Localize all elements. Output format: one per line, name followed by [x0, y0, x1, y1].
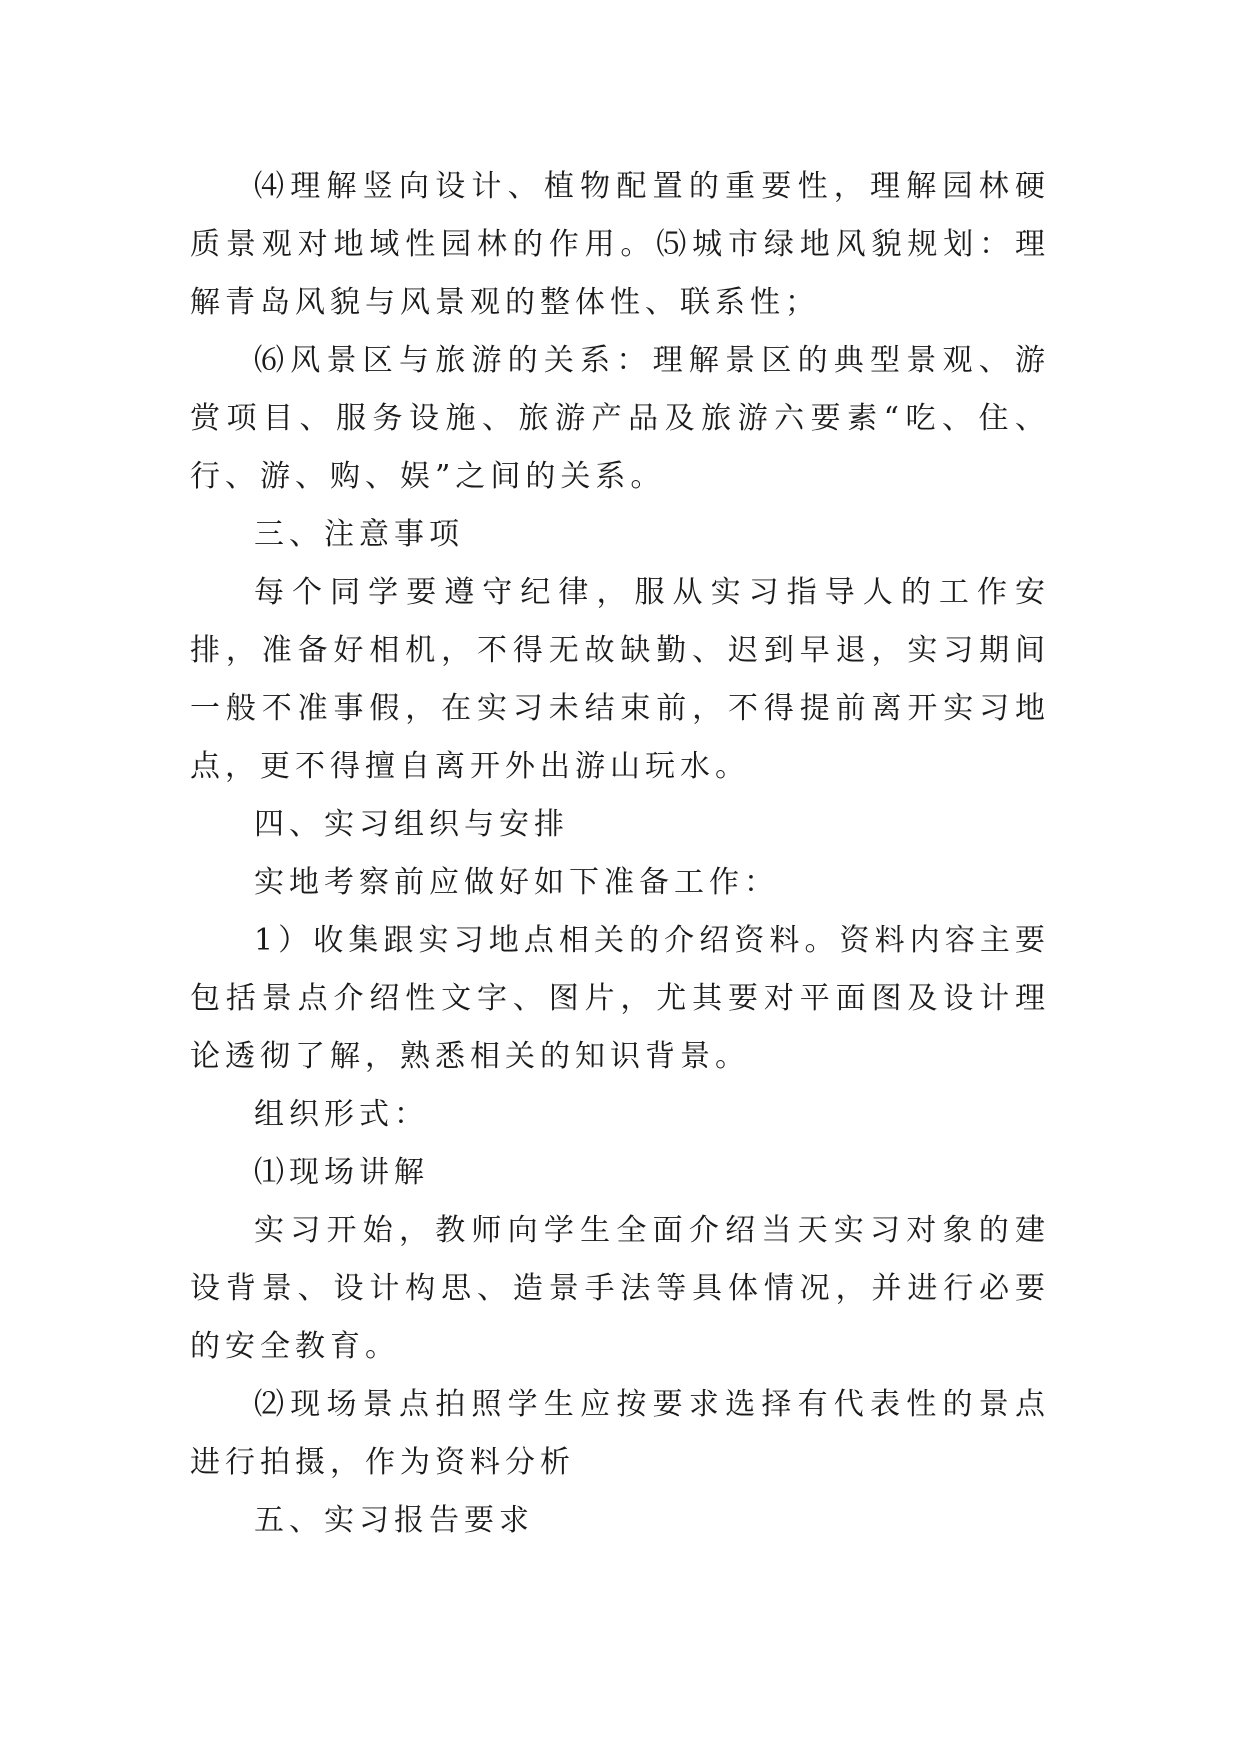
paragraph-photography: ⑵现场景点拍照学生应按要求选择有代表性的景点进行拍摄，作为资料分析: [190, 1387, 1050, 1480]
paragraph-design-importance: ⑷理解竖向设计、植物配置的重要性，理解园林硬质景观对地域性园林的作用。⑸城市绿地风貌规划：理解青岛风貌与风景观的整体性、联系性；: [190, 169, 1050, 320]
paragraph-discipline: 每个同学要遵守纪律，服从实习指导人的工作安排，准备好相机，不得无故缺勤、迟到早退，实习期间一般不准事假，在实习未结束前，不得提前离开实习地点，更不得擅自离开外出游山玩水。: [190, 575, 1050, 784]
paragraph-collect-materials: 1）收集跟实习地点相关的介绍资料。资料内容主要包括景点介绍性文字、图片，尤其要对平面图及设计理论透彻了解，熟悉相关的知识背景。: [190, 923, 1050, 1074]
heading-organization: 四、实习组织与安排: [254, 807, 569, 842]
paragraph-internship-start: 实习开始，教师向学生全面介绍当天实习对象的建设背景、设计构思、造景手法等具体情况，并进行必要的安全教育。: [190, 1213, 1050, 1364]
paragraph-organization-form: 组织形式：: [254, 1097, 429, 1132]
paragraph-scenic-tourism: ⑹风景区与旅游的关系：理解景区的典型景观、游赏项目、服务设施、旅游产品及旅游六要素“吃、住、行、游、购、娱”之间的关系。: [190, 343, 1050, 494]
heading-precautions: 三、注意事项: [254, 517, 464, 552]
document-body: [190, 158, 1050, 1550]
paragraph-preparation: 实地考察前应做好如下准备工作：: [254, 865, 779, 900]
heading-report-requirements: 五、实习报告要求: [254, 1503, 534, 1538]
paragraph-onsite-explanation: ⑴现场讲解: [254, 1155, 429, 1190]
